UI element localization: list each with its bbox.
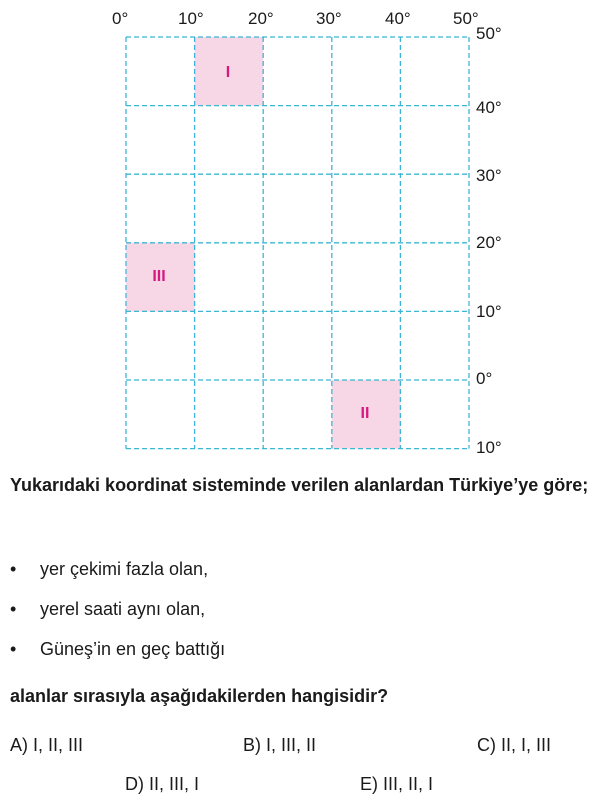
bullet-text-3: Güneş’in en geç battığı [40,639,226,659]
option-c[interactable]: C) II, I, III [477,735,552,755]
bullet-item-2 [10,598,205,620]
area-label-iii: III [152,268,166,285]
longitude-label-50: 50° [453,9,479,28]
option-b[interactable]: B) I, III, II [243,735,317,755]
longitude-label-40: 40° [385,9,411,28]
option-e[interactable]: E) III, II, I [360,774,434,794]
latitude-label-10: 10° [476,302,502,321]
longitude-label-20: 20° [248,9,274,28]
bullet-text-2: yerel saati aynı olan, [40,599,206,619]
latitude-label-50: 50° [476,24,502,43]
option-d[interactable]: D) II, III, I [125,774,200,794]
question-intro: Yukarıdaki koordinat sisteminde verilen alanlardan Türkiye’ye göre; [10,475,589,495]
bullet-icon: • [10,599,17,619]
longitude-label-10: 10° [178,9,204,28]
latitude-label-30: 30° [476,166,502,185]
latitude-label-20: 20° [476,233,502,252]
bullet-text-1: yer çekimi fazla olan, [40,559,209,579]
bullet-item-1 [10,558,208,580]
area-label-i: I [225,64,231,81]
longitude-label-0: 0° [112,9,129,28]
bullet-item-3 [10,638,225,660]
option-a[interactable]: A) I, II, III [10,735,84,755]
latitude-label-40: 40° [476,98,502,117]
area-label-ii: II [360,405,370,422]
latitude-label-0: 0° [476,369,493,388]
latitude-label-minus-10: 10° [476,438,502,457]
question-prompt: alanlar sırasıyla aşağıdakilerden hangisidir? [10,686,389,706]
bullet-icon: • [10,639,17,659]
bullet-icon: • [10,559,17,579]
longitude-label-30: 30° [316,9,342,28]
